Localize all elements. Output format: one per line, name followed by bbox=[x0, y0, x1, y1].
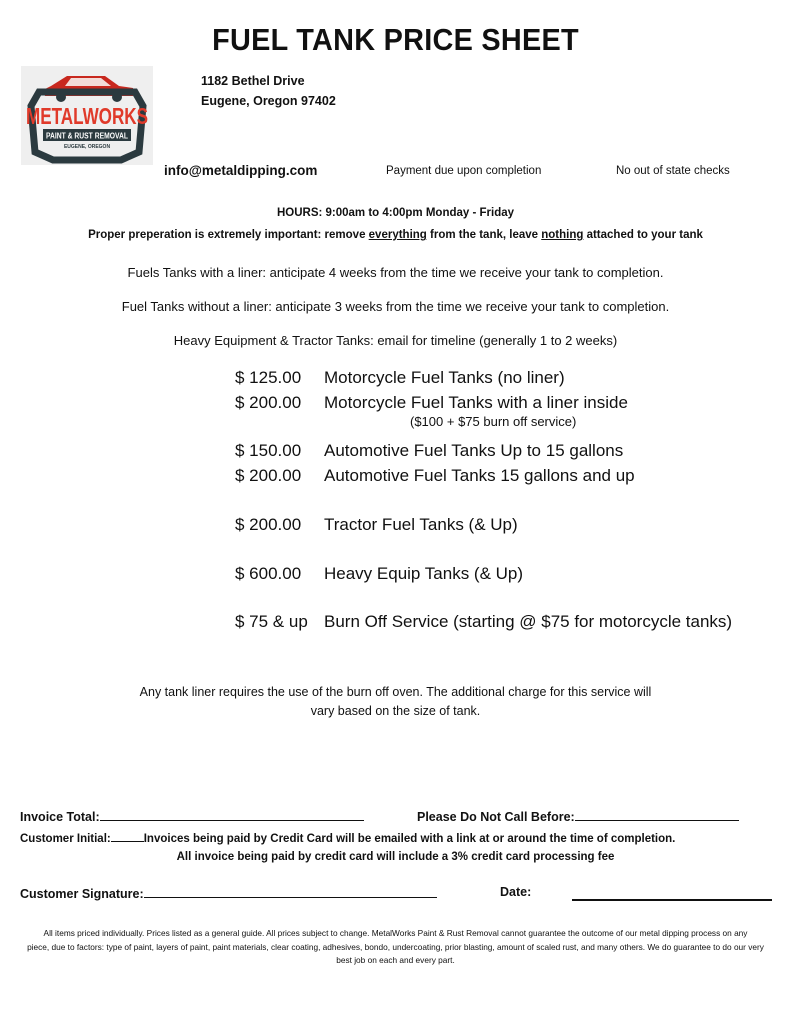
logo-location: EUGENE, OREGON bbox=[63, 144, 111, 150]
price-row bbox=[235, 393, 628, 413]
price-row bbox=[235, 368, 565, 388]
price-amount: $ 200.00 bbox=[235, 393, 302, 412]
price-row bbox=[235, 441, 623, 461]
price-row bbox=[235, 612, 732, 632]
price-amount: $ 150.00 bbox=[235, 441, 302, 460]
price-label: Tractor Fuel Tanks (& Up) bbox=[324, 515, 518, 534]
timeline-heavy-equipment: Heavy Equipment & Tractor Tanks: email for timeline (generally 1 to 2 weeks) bbox=[173, 333, 618, 348]
liner-note: Any tank liner requires the use of the burn off oven. The additional charge for this service will vary based on the size of tank. bbox=[139, 685, 652, 718]
address-line-1: 1182 Bethel Drive bbox=[201, 74, 305, 88]
credit-card-email-note: Invoices being paid by Credit Card will be emailed with a link at or around the time of completion. bbox=[143, 833, 676, 845]
checks-note: No out of state checks bbox=[616, 165, 730, 177]
email-link[interactable]: info@metaldipping.com bbox=[164, 163, 318, 178]
credit-card-fee-note: All invoice being paid by credit card will include a 3% credit card processing fee bbox=[176, 851, 615, 863]
logo-tagline: PAINT & RUST REMOVAL bbox=[46, 131, 129, 141]
disclaimer: All items priced individually. Prices listed as a general guide. All prices subject to change. MetalWorks Paint & Rust Removal cannot guarantee the outcome of our metal dipping process on any piece, due to factors: type of paint, layers of paint, paint materials, clear coating, adhesives, bondo, undercoating, prior blasting, amount of scaled rust, and many others. We do guarantee to do our very best job on each and every part. bbox=[27, 928, 764, 965]
price-amount: $ 75 & up bbox=[235, 612, 308, 631]
customer-signature-field[interactable]: Customer Signature: bbox=[20, 885, 437, 901]
business-hours: HOURS: 9:00am to 4:00pm Monday - Friday bbox=[276, 207, 515, 219]
price-amount: $ 125.00 bbox=[235, 368, 302, 387]
price-row bbox=[235, 466, 635, 486]
price-amount: $ 200.00 bbox=[235, 466, 302, 485]
address-line-2: Eugene, Oregon 97402 bbox=[201, 94, 336, 108]
price-label: Motorcycle Fuel Tanks (no liner) bbox=[324, 368, 565, 387]
price-amount: $ 600.00 bbox=[235, 564, 302, 583]
page-title: FUEL TANK PRICE SHEET bbox=[212, 22, 579, 57]
price-amount: $ 200.00 bbox=[235, 515, 302, 534]
date-label: Date: bbox=[500, 885, 532, 899]
date-field-line[interactable] bbox=[572, 899, 772, 901]
logo-brand: METALWORKS bbox=[26, 103, 148, 129]
timeline-no-liner: Fuel Tanks without a liner: anticipate 3 weeks from the time we receive your tank to completion. bbox=[121, 299, 670, 314]
price-label: Burn Off Service (starting @ $75 for motorcycle tanks) bbox=[324, 612, 733, 631]
price-row bbox=[235, 515, 518, 535]
metalworks-logo bbox=[21, 66, 153, 165]
do-not-call-field[interactable]: Please Do Not Call Before: bbox=[417, 808, 739, 824]
customer-initial-field[interactable]: Customer Initial: Invoices being paid by Credit Card will be emailed with a link at or around the time of completion. bbox=[20, 829, 675, 845]
liner-subnote: ($100 + $75 burn off service) bbox=[410, 414, 577, 429]
preparation-note: Proper preperation is extremely important: remove everything from the tank, leave nothing attached to your tank bbox=[88, 229, 703, 241]
invoice-total-field[interactable]: Invoice Total: bbox=[20, 808, 364, 824]
price-label: Automotive Fuel Tanks Up to 15 gallons bbox=[324, 441, 624, 460]
payment-note: Payment due upon completion bbox=[386, 165, 542, 177]
price-label: Automotive Fuel Tanks 15 gallons and up bbox=[324, 466, 635, 485]
price-label: Motorcycle Fuel Tanks with a liner inside bbox=[324, 393, 628, 412]
price-row bbox=[235, 564, 523, 584]
price-label: Heavy Equip Tanks (& Up) bbox=[324, 564, 524, 583]
timeline-liner: Fuels Tanks with a liner: anticipate 4 weeks from the time we receive your tank to completion. bbox=[127, 265, 664, 280]
